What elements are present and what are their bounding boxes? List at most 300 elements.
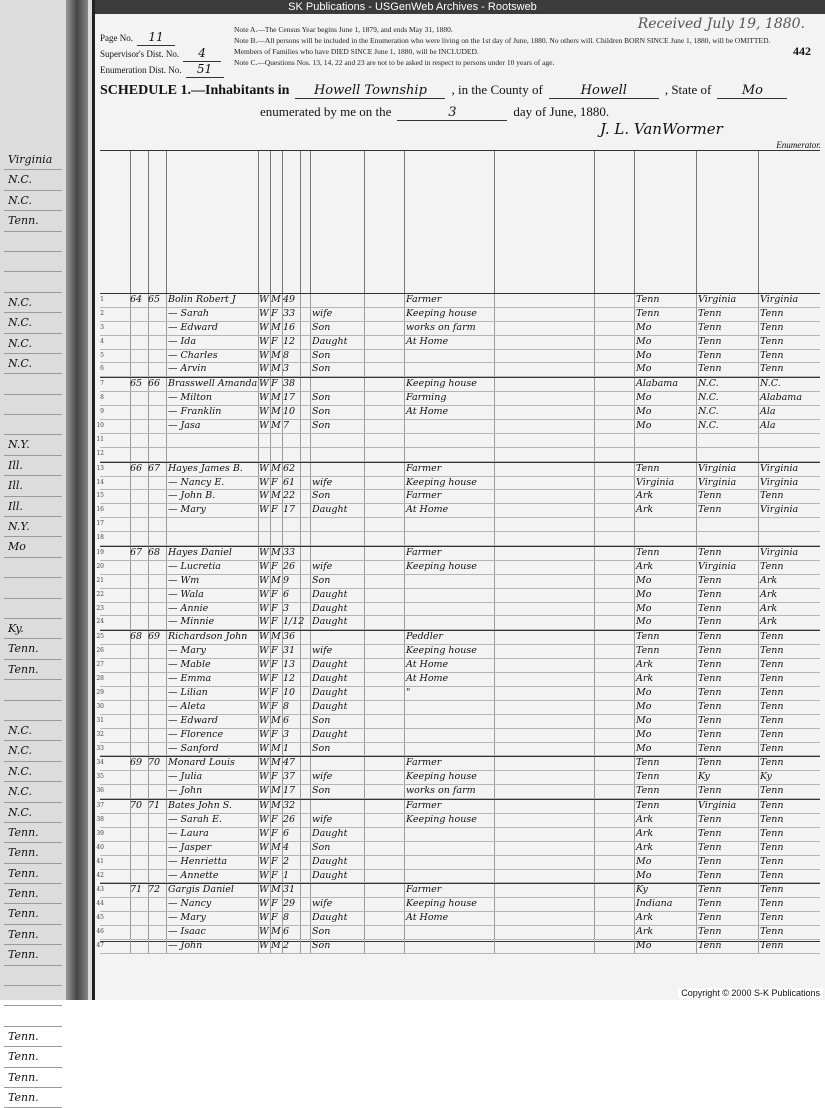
person-name: — Minnie bbox=[168, 616, 215, 628]
color-cell: W bbox=[259, 363, 269, 375]
strip-entry: Tenn. bbox=[4, 660, 62, 680]
table-row bbox=[100, 308, 820, 322]
age-cell: 38 bbox=[283, 378, 296, 390]
strip-entry: N.C. bbox=[4, 782, 62, 802]
strip-entry: Tenn. bbox=[4, 925, 62, 945]
sex-cell: M bbox=[271, 742, 281, 754]
person-name: — Annie bbox=[168, 602, 209, 614]
color-cell: W bbox=[259, 476, 269, 488]
strip-entry: Tenn. bbox=[4, 864, 62, 884]
sex-cell: M bbox=[271, 406, 281, 418]
mother-birthplace-cell: N.C. bbox=[760, 378, 781, 390]
header-col-name bbox=[166, 151, 259, 293]
mother-birthplace-cell: Virginia bbox=[760, 476, 799, 488]
mother-birthplace-cell: Tenn bbox=[760, 841, 784, 853]
mother-birthplace-cell: Tenn bbox=[760, 757, 784, 769]
dwelling-number: 64 bbox=[130, 294, 143, 305]
relationship-cell: Daught bbox=[312, 855, 348, 867]
mother-birthplace-cell: Ky bbox=[760, 771, 772, 783]
header-col-health bbox=[494, 151, 595, 293]
strip-entry: Tenn. bbox=[4, 1047, 62, 1067]
relationship-cell: Daught bbox=[312, 700, 348, 712]
birthplace-cell: Tenn bbox=[636, 547, 660, 559]
line-number: 1 bbox=[100, 296, 104, 303]
person-name: Brasswell Amanda bbox=[168, 378, 258, 390]
person-name: — Annette bbox=[168, 869, 219, 881]
birthplace-cell: Mo bbox=[636, 349, 652, 361]
occupation-cell: At Home bbox=[406, 406, 449, 418]
father-birthplace-cell: Tenn bbox=[698, 813, 722, 825]
age-cell: 17 bbox=[283, 785, 296, 797]
line-number: 17 bbox=[96, 520, 104, 528]
dwelling-number: 68 bbox=[130, 631, 143, 643]
birthplace-cell: Mo bbox=[636, 700, 652, 712]
person-name: — Arvin bbox=[168, 363, 207, 375]
sex-cell: M bbox=[271, 321, 281, 333]
received-stamp: Received July 19, 1880. bbox=[637, 16, 805, 32]
father-birthplace-cell: Tenn bbox=[698, 855, 722, 867]
line-number: 2 bbox=[100, 309, 104, 317]
table-row bbox=[100, 322, 820, 336]
table-row bbox=[96, 659, 820, 673]
state: Mo bbox=[717, 83, 787, 99]
page-label: Page No. bbox=[100, 33, 133, 43]
family-number: 70 bbox=[148, 757, 161, 769]
color-cell: W bbox=[259, 742, 269, 754]
line-number: 45 bbox=[96, 914, 104, 922]
father-birthplace-cell: Tenn bbox=[698, 645, 722, 657]
page-meta bbox=[100, 30, 224, 78]
person-name: — Mable bbox=[168, 659, 211, 671]
line-number: 30 bbox=[96, 702, 104, 710]
sex-cell: M bbox=[271, 714, 281, 726]
table-row bbox=[100, 392, 820, 406]
table-row bbox=[96, 630, 820, 645]
sex-cell: F bbox=[271, 912, 278, 924]
line-number: 23 bbox=[96, 604, 104, 612]
state-label: , State of bbox=[664, 82, 712, 97]
sheet-number: 442 bbox=[793, 44, 811, 58]
age-cell: 12 bbox=[283, 673, 296, 685]
person-name: — Henrietta bbox=[168, 855, 228, 867]
father-birthplace-cell: Tenn bbox=[698, 742, 722, 754]
age-cell: 6 bbox=[283, 926, 290, 938]
occupation-cell: At Home bbox=[406, 335, 449, 347]
table-row bbox=[96, 434, 820, 448]
table-row bbox=[96, 532, 820, 546]
sex-cell: F bbox=[271, 855, 278, 867]
father-birthplace-cell: N.C. bbox=[698, 406, 719, 418]
father-birthplace-cell: Ky bbox=[698, 771, 710, 783]
sex-cell: M bbox=[271, 757, 281, 769]
header-col-occupation bbox=[404, 151, 495, 293]
birthplace-cell: Mo bbox=[636, 588, 652, 600]
strip-entry: N.C. bbox=[4, 191, 62, 211]
father-birthplace-cell: Tenn bbox=[698, 926, 722, 938]
age-cell: 1 bbox=[283, 742, 290, 754]
family-number: 66 bbox=[148, 378, 161, 390]
table-row bbox=[96, 756, 820, 771]
census-table bbox=[96, 150, 820, 951]
line-number: 40 bbox=[96, 843, 104, 851]
sex-cell: F bbox=[271, 307, 278, 319]
occupation-cell: Keeping house bbox=[406, 813, 477, 825]
birthplace-cell: Ark bbox=[636, 560, 654, 572]
table-row bbox=[96, 728, 820, 743]
enumerator-label: Enumerator. bbox=[776, 140, 821, 150]
line-number: 25 bbox=[96, 633, 104, 641]
line-number: 7 bbox=[100, 380, 104, 388]
line-number: 24 bbox=[96, 618, 104, 626]
family-number: 69 bbox=[148, 631, 161, 643]
mother-birthplace-cell: Tenn bbox=[760, 912, 784, 924]
mother-birthplace-cell: Tenn bbox=[760, 363, 784, 375]
mother-birthplace-cell: Tenn bbox=[760, 659, 784, 671]
mother-birthplace-cell: Tenn bbox=[760, 335, 784, 347]
line-number: 43 bbox=[96, 886, 104, 894]
strip-entry bbox=[4, 558, 62, 578]
mother-birthplace-cell: Virginia bbox=[760, 547, 799, 559]
strip-entry: Tenn. bbox=[4, 884, 62, 904]
age-cell: 26 bbox=[283, 560, 296, 572]
occupation-cell: Keeping house bbox=[406, 898, 477, 910]
birthplace-cell: Mo bbox=[636, 335, 652, 347]
census-notes bbox=[234, 24, 794, 68]
mother-birthplace-cell: Ark bbox=[760, 616, 778, 628]
mother-birthplace-cell: Tenn bbox=[760, 714, 784, 726]
table-row bbox=[96, 855, 820, 870]
page-number: 11 bbox=[137, 30, 175, 46]
color-cell: W bbox=[259, 800, 269, 812]
age-cell: 33 bbox=[283, 547, 296, 559]
line-number: 3 bbox=[100, 323, 104, 331]
occupation-cell: Keeping house bbox=[406, 476, 477, 488]
mother-birthplace-cell: Tenn bbox=[760, 631, 784, 643]
color-cell: W bbox=[259, 939, 269, 951]
color-cell: W bbox=[259, 349, 269, 361]
mother-birthplace-cell: Tenn bbox=[760, 490, 784, 502]
table-row bbox=[96, 926, 820, 940]
line-number: 22 bbox=[96, 590, 104, 598]
table-row bbox=[96, 813, 820, 828]
birthplace-cell: Ark bbox=[636, 490, 654, 502]
dwelling-number: 71 bbox=[130, 884, 143, 896]
census-rows bbox=[96, 293, 820, 954]
sex-cell: F bbox=[271, 869, 278, 881]
occupation-cell: Peddler bbox=[406, 631, 443, 643]
person-name: Bates John S. bbox=[168, 800, 232, 812]
birthplace-cell: Mo bbox=[636, 420, 652, 432]
occupation-cell: Farmer bbox=[406, 294, 442, 305]
relationship-cell: wife bbox=[312, 645, 333, 657]
color-cell: W bbox=[259, 560, 269, 572]
person-name: — Mary bbox=[168, 912, 206, 924]
table-row bbox=[96, 645, 820, 659]
mother-birthplace-cell: Ark bbox=[760, 574, 778, 586]
table-row bbox=[96, 912, 820, 926]
occupation-cell: Farmer bbox=[406, 884, 442, 896]
sex-cell: F bbox=[271, 728, 278, 740]
column-headers bbox=[100, 151, 820, 294]
birthplace-cell: Mo bbox=[636, 714, 652, 726]
table-row bbox=[100, 336, 820, 350]
relationship-cell: Daught bbox=[312, 673, 348, 685]
color-cell: W bbox=[259, 406, 269, 418]
age-cell: 36 bbox=[283, 631, 296, 643]
birthplace-cell: Mo bbox=[636, 616, 652, 628]
age-cell: 37 bbox=[283, 771, 296, 783]
relationship-cell: wife bbox=[312, 771, 333, 783]
line-number: 16 bbox=[96, 506, 104, 514]
person-name: — Laura bbox=[168, 827, 209, 839]
birthplace-cell: Indiana bbox=[636, 898, 673, 910]
table-row bbox=[96, 518, 820, 532]
father-birthplace-cell: Tenn bbox=[698, 307, 722, 319]
color-cell: W bbox=[259, 869, 269, 881]
person-name: Hayes Daniel bbox=[168, 547, 232, 559]
person-name: Bolin Robert J bbox=[168, 294, 236, 305]
father-birthplace-cell: Tenn bbox=[698, 363, 722, 375]
age-cell: 4 bbox=[283, 841, 290, 853]
table-row bbox=[96, 588, 820, 603]
father-birthplace-cell: Tenn bbox=[698, 490, 722, 502]
strip-entry bbox=[4, 966, 62, 986]
age-cell: 22 bbox=[283, 490, 296, 502]
strip-entry: Tenn. bbox=[4, 904, 62, 924]
relationship-cell: wife bbox=[312, 307, 333, 319]
relationship-cell: Son bbox=[312, 742, 331, 754]
strip-entry: N.Y. bbox=[4, 517, 62, 537]
sex-cell: F bbox=[271, 335, 278, 347]
dwelling-number: 69 bbox=[130, 757, 143, 769]
relationship-cell: Daught bbox=[312, 335, 348, 347]
age-cell: 62 bbox=[283, 462, 296, 474]
mother-birthplace-cell: Ala bbox=[760, 420, 776, 432]
birthplace-cell: Tenn bbox=[636, 800, 660, 812]
age-cell: 6 bbox=[283, 714, 290, 726]
table-row bbox=[96, 546, 820, 561]
age-cell: 3 bbox=[283, 363, 290, 375]
father-birthplace-cell: Tenn bbox=[698, 349, 722, 361]
occupation-cell: Keeping house bbox=[406, 378, 477, 390]
strip-entry: N.C. bbox=[4, 334, 62, 354]
color-cell: W bbox=[259, 813, 269, 825]
birthplace-cell: Ark bbox=[636, 912, 654, 924]
table-row bbox=[96, 490, 820, 504]
color-cell: W bbox=[259, 771, 269, 783]
family-number: 65 bbox=[148, 294, 161, 305]
sex-cell: M bbox=[271, 462, 281, 474]
person-name: — Sanford bbox=[168, 742, 219, 754]
line-number: 12 bbox=[96, 449, 104, 457]
color-cell: W bbox=[259, 321, 269, 333]
color-cell: W bbox=[259, 700, 269, 712]
table-row bbox=[96, 771, 820, 785]
line-number: 6 bbox=[100, 365, 104, 373]
line-number: 31 bbox=[96, 716, 104, 724]
birthplace-cell: Mo bbox=[636, 728, 652, 740]
line-number: 10 bbox=[96, 422, 104, 430]
strip-entry bbox=[4, 374, 62, 394]
relationship-cell: Son bbox=[312, 406, 331, 418]
table-row bbox=[96, 742, 820, 757]
day-label: day of June, 1880. bbox=[513, 104, 610, 119]
line-number: 21 bbox=[96, 576, 104, 584]
mother-birthplace-cell: Tenn bbox=[760, 700, 784, 712]
strip-entry bbox=[4, 578, 62, 598]
relationship-cell: wife bbox=[312, 898, 333, 910]
enumerated-line bbox=[260, 104, 609, 121]
occupation-cell: Farming bbox=[406, 392, 447, 404]
line-number: 47 bbox=[96, 941, 104, 949]
line-number: 15 bbox=[96, 492, 104, 500]
age-cell: 32 bbox=[283, 800, 296, 812]
occupation-cell: Keeping house bbox=[406, 307, 477, 319]
birthplace-cell: Mo bbox=[636, 869, 652, 881]
table-row bbox=[100, 363, 820, 377]
birthplace-cell: Alabama bbox=[636, 378, 678, 390]
person-name: Hayes James B. bbox=[168, 462, 243, 474]
person-name: — Mary bbox=[168, 504, 206, 516]
father-birthplace-cell: Virginia bbox=[698, 462, 737, 474]
relationship-cell: Son bbox=[312, 939, 331, 951]
dwelling-number: 70 bbox=[130, 800, 143, 812]
occupation-cell: Farmer bbox=[406, 462, 442, 474]
table-row bbox=[96, 841, 820, 856]
age-cell: 12 bbox=[283, 335, 296, 347]
person-name: — Wala bbox=[168, 588, 204, 600]
color-cell: W bbox=[259, 855, 269, 867]
person-name: — Lilian bbox=[168, 686, 208, 698]
father-birthplace-cell: Virginia bbox=[698, 294, 737, 305]
mother-birthplace-cell: Tenn bbox=[760, 869, 784, 881]
color-cell: W bbox=[259, 420, 269, 432]
person-name: — Edward bbox=[168, 714, 218, 726]
father-birthplace-cell: Tenn bbox=[698, 912, 722, 924]
person-name: — Nancy E. bbox=[168, 476, 225, 488]
father-birthplace-cell: Tenn bbox=[698, 588, 722, 600]
age-cell: 9 bbox=[283, 574, 290, 586]
sex-cell: M bbox=[271, 884, 281, 896]
father-birthplace-cell: Tenn bbox=[698, 785, 722, 797]
line-number: 38 bbox=[96, 815, 104, 823]
mother-birthplace-cell: Tenn bbox=[760, 560, 784, 572]
age-cell: 10 bbox=[283, 686, 296, 698]
line-number: 8 bbox=[100, 394, 104, 402]
age-cell: 1 bbox=[283, 869, 290, 881]
table-row bbox=[96, 673, 820, 687]
mother-birthplace-cell: Tenn bbox=[760, 800, 784, 812]
strip-entry: N.Y. bbox=[4, 435, 62, 455]
family-number: 71 bbox=[148, 800, 161, 812]
relationship-cell: Son bbox=[312, 785, 331, 797]
line-number: 14 bbox=[96, 478, 104, 486]
age-cell: 49 bbox=[283, 294, 296, 305]
color-cell: W bbox=[259, 728, 269, 740]
strip-entry: Tenn. bbox=[4, 1088, 62, 1108]
line-number: 42 bbox=[96, 871, 104, 879]
table-row bbox=[96, 616, 820, 630]
mother-birthplace-cell: Tenn bbox=[760, 926, 784, 938]
sex-cell: F bbox=[271, 659, 278, 671]
table-row bbox=[96, 869, 820, 884]
person-name: — Sarah bbox=[168, 307, 210, 319]
birthplace-cell: Ark bbox=[636, 504, 654, 516]
sex-cell: M bbox=[271, 800, 281, 812]
person-name: — Charles bbox=[168, 349, 218, 361]
father-birthplace-cell: Tenn bbox=[698, 321, 722, 333]
birthplace-cell: Tenn bbox=[636, 307, 660, 319]
mother-birthplace-cell: Tenn bbox=[760, 884, 784, 896]
header-col-relationship bbox=[310, 151, 365, 293]
person-name: — Florence bbox=[168, 728, 224, 740]
birthplace-cell: Mo bbox=[636, 742, 652, 754]
age-cell: 7 bbox=[283, 420, 290, 432]
mother-birthplace-cell: Ark bbox=[760, 602, 778, 614]
strip-entry: Tenn. bbox=[4, 211, 62, 231]
age-cell: 8 bbox=[283, 912, 290, 924]
father-birthplace-cell: Tenn bbox=[698, 673, 722, 685]
person-name: — Mary bbox=[168, 645, 206, 657]
color-cell: W bbox=[259, 490, 269, 502]
father-birthplace-cell: Tenn bbox=[698, 686, 722, 698]
schedule-line bbox=[100, 82, 787, 99]
line-number: 32 bbox=[96, 730, 104, 738]
dwelling-number: 67 bbox=[130, 547, 143, 559]
father-birthplace-cell: Tenn bbox=[698, 335, 722, 347]
father-birthplace-cell: Tenn bbox=[698, 631, 722, 643]
relationship-cell: Daught bbox=[312, 869, 348, 881]
enumeration-day: 3 bbox=[397, 105, 507, 121]
birthplace-cell: Mo bbox=[636, 363, 652, 375]
mother-birthplace-cell: Tenn bbox=[760, 898, 784, 910]
age-cell: 26 bbox=[283, 813, 296, 825]
family-number: 67 bbox=[148, 462, 161, 474]
strip-entry: Tenn. bbox=[4, 823, 62, 843]
line-number: 39 bbox=[96, 829, 104, 837]
table-row bbox=[96, 898, 820, 912]
sex-cell: M bbox=[271, 392, 281, 404]
strip-entry bbox=[4, 701, 62, 721]
relationship-cell: Son bbox=[312, 574, 331, 586]
supervisor-number: 4 bbox=[183, 46, 221, 62]
header-col-civil bbox=[364, 151, 405, 293]
birthplace-cell: Ark bbox=[636, 841, 654, 853]
person-name: — John B. bbox=[168, 490, 216, 502]
birthplace-cell: Ark bbox=[636, 813, 654, 825]
mother-birthplace-cell: Tenn bbox=[760, 728, 784, 740]
table-row bbox=[96, 714, 820, 729]
birthplace-cell: Mo bbox=[636, 574, 652, 586]
occupation-cell: Keeping house bbox=[406, 645, 477, 657]
color-cell: W bbox=[259, 547, 269, 559]
strip-entry: Tenn. bbox=[4, 945, 62, 965]
birthplace-cell: Virginia bbox=[636, 476, 675, 488]
table-row bbox=[100, 406, 820, 420]
mother-birthplace-cell: Ark bbox=[760, 588, 778, 600]
enumerated-label: enumerated by me on the bbox=[260, 104, 392, 119]
table-row bbox=[96, 420, 820, 434]
line-number: 19 bbox=[96, 549, 104, 557]
township: Howell Township bbox=[295, 83, 445, 99]
father-birthplace-cell: N.C. bbox=[698, 420, 719, 432]
strip-entry bbox=[4, 272, 62, 292]
color-cell: W bbox=[259, 588, 269, 600]
color-cell: W bbox=[259, 827, 269, 839]
relationship-cell: Daught bbox=[312, 588, 348, 600]
supervisor-label: Supervisor's Dist. No. bbox=[100, 49, 180, 59]
color-cell: W bbox=[259, 462, 269, 474]
